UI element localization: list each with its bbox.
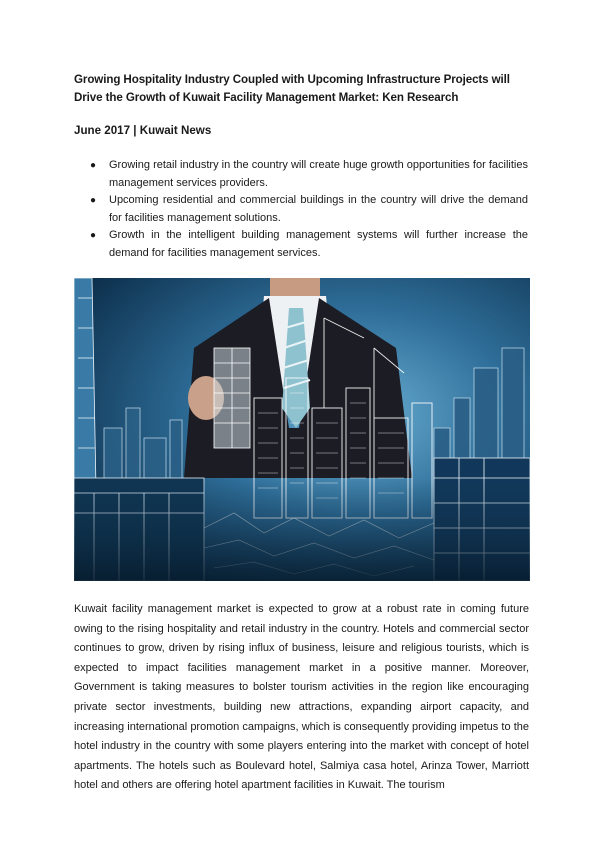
bullet-icon: ●	[90, 160, 97, 171]
key-points-list	[90, 157, 528, 262]
bullet-icon: ●	[90, 230, 97, 241]
list-item-text: Upcoming residential and commercial buildings in the country will drive the demand for facilities management solutions.	[109, 194, 528, 224]
businessman-city-sketch-image	[74, 278, 530, 581]
list-item	[90, 227, 528, 262]
article-dateline: June 2017 | Kuwait News	[74, 124, 212, 137]
list-item	[90, 157, 528, 192]
list-item-text: Growth in the intelligent building management systems will further increase the demand for facilities management services.	[109, 229, 528, 259]
list-item-text: Growing retail industry in the country will create huge growth opportunities for facilities management services providers.	[109, 159, 528, 189]
article-title: Growing Hospitality Industry Coupled with Upcoming Infrastructure Projects will Drive the Growth of Kuwait Facility Management Market: Ken Research	[74, 73, 510, 104]
list-item	[90, 192, 528, 227]
article-body-paragraph: Kuwait facility management market is expected to grow at a robust rate in coming future owing to the rising hospitality and retail industry in the country. Hotels and commercial sector continues to grow, driven by rising influx of business, leisure and religious tourists, which is expected to impact facilities management market in a positive manner. Moreover, Government is taking measures to bolster tourism activities in the region like encouraging private sector investments, building new attractions, expanding airport capacity, and increasing international promotion campaigns, which is consequently providing impetus to the hotel industry in the country with some players entering into the market with concept of hotel apartments. The hotels such as Boulevard hotel, Salmiya casa hotel, Arinza Tower, Marriott hotel and others are offering hotel apartment facilities in Kuwait. The tourism	[74, 603, 529, 792]
bullet-icon: ●	[90, 195, 97, 206]
